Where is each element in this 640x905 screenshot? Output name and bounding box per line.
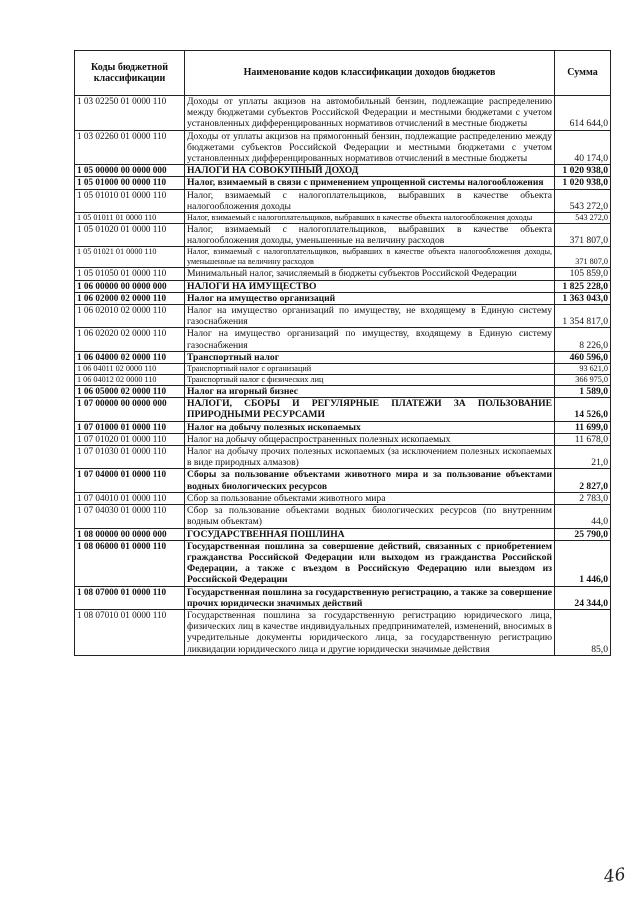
- row-code: 1 03 02250 01 0000 110: [75, 96, 185, 131]
- row-amount: 8 226,0: [555, 328, 611, 351]
- row-code: 1 05 00000 00 0000 000: [75, 165, 185, 177]
- table-row: [75, 505, 611, 528]
- row-code: 1 07 01020 01 0000 110: [75, 433, 185, 445]
- row-amount: 2 783,0: [555, 492, 611, 504]
- table-row: [75, 224, 611, 247]
- row-amount: 366 975,0: [555, 375, 611, 386]
- row-code: 1 06 02020 02 0000 110: [75, 328, 185, 351]
- table-row: [75, 189, 611, 212]
- table-row: [75, 446, 611, 469]
- row-code: 1 05 01021 01 0000 110: [75, 247, 185, 268]
- table-header-row: [75, 51, 611, 96]
- table-row: [75, 421, 611, 433]
- row-code: 1 07 01000 01 0000 110: [75, 421, 185, 433]
- row-code: 1 06 02010 02 0000 110: [75, 305, 185, 328]
- table-row: [75, 351, 611, 363]
- row-name: Сборы за пользование объектами животного мира и за пользование объектами водных биологических ресурсов: [185, 469, 555, 492]
- row-code: 1 07 04030 01 0000 110: [75, 505, 185, 528]
- table-row: [75, 375, 611, 386]
- row-name: Налог на имущество организаций по имуществу, не входящему в Единую систему газоснабжения: [185, 305, 555, 328]
- table-row: [75, 280, 611, 292]
- row-amount: 1 363 043,0: [555, 292, 611, 304]
- row-name: Налог на добычу полезных ископаемых: [185, 421, 555, 433]
- row-name: Налог, взимаемый с налогоплательщиков, выбравших в качестве объекта налогообложения доходы, уменьшенные на величину расходов: [185, 247, 555, 268]
- table-row: [75, 469, 611, 492]
- budget-table-page: [74, 50, 610, 656]
- row-amount: 371 807,0: [555, 247, 611, 268]
- row-name: Государственная пошлина за совершение действий, связанных с приобретением гражданства Российской Федерации или выходом из гражданства Российской Федерации, а также с въездом в Российскую Федерацию или выездом из Российской Федерации: [185, 540, 555, 586]
- page-number: 46: [602, 864, 627, 888]
- row-code: 1 06 05000 02 0000 110: [75, 386, 185, 398]
- row-code: 1 05 01000 00 0000 110: [75, 177, 185, 189]
- table-body: [75, 96, 611, 656]
- table-row: [75, 364, 611, 375]
- row-name: ГОСУДАРСТВЕННАЯ ПОШЛИНА: [185, 528, 555, 540]
- row-name: НАЛОГИ НА ИМУЩЕСТВО: [185, 280, 555, 292]
- table-row: [75, 398, 611, 421]
- row-amount: 105 859,0: [555, 268, 611, 280]
- row-name: Налог, взимаемый с налогоплательщиков, выбравших в качестве объекта налогообложения доходы: [185, 213, 555, 224]
- row-name: Сбор за пользование объектами животного мира: [185, 492, 555, 504]
- row-amount: 21,0: [555, 446, 611, 469]
- table-row: [75, 609, 611, 655]
- row-name: Налог на имущество организаций по имуществу, входящему в Единую систему газоснабжения: [185, 328, 555, 351]
- row-amount: 85,0: [555, 609, 611, 655]
- row-amount: 44,0: [555, 505, 611, 528]
- row-code: 1 08 07010 01 0000 110: [75, 609, 185, 655]
- row-code: 1 08 00000 00 0000 000: [75, 528, 185, 540]
- row-code: 1 05 01050 01 0000 110: [75, 268, 185, 280]
- table-row: [75, 165, 611, 177]
- row-amount: 24 344,0: [555, 586, 611, 609]
- row-name: Доходы от уплаты акцизов на прямогонный бензин, подлежащие распределению между бюджетами субъектов Российской Федерации и местными бюджетами с учетом установленных дифференцированных нормативов отчислений в местные бюджеты: [185, 130, 555, 165]
- table-row: [75, 213, 611, 224]
- row-name: Государственная пошлина за государственную регистрацию, а также за совершение прочих юридически значимых действий: [185, 586, 555, 609]
- table-row: [75, 386, 611, 398]
- row-amount: 2 827,0: [555, 469, 611, 492]
- table-row: [75, 177, 611, 189]
- row-name: Налог на имущество организаций: [185, 292, 555, 304]
- row-name: НАЛОГИ, СБОРЫ И РЕГУЛЯРНЫЕ ПЛАТЕЖИ ЗА ПОЛЬЗОВАНИЕ ПРИРОДНЫМИ РЕСУРСАМИ: [185, 398, 555, 421]
- row-code: 1 06 02000 02 0000 110: [75, 292, 185, 304]
- row-amount: 40 174,0: [555, 130, 611, 165]
- row-code: 1 03 02260 01 0000 110: [75, 130, 185, 165]
- row-code: 1 05 01010 01 0000 110: [75, 189, 185, 212]
- row-code: 1 07 00000 00 0000 000: [75, 398, 185, 421]
- table-row: [75, 328, 611, 351]
- table-row: [75, 586, 611, 609]
- row-code: 1 07 04010 01 0000 110: [75, 492, 185, 504]
- table-row: [75, 540, 611, 586]
- row-amount: 1 446,0: [555, 540, 611, 586]
- table-row: [75, 305, 611, 328]
- row-amount: 1 020 938,0: [555, 177, 611, 189]
- row-amount: 25 790,0: [555, 528, 611, 540]
- row-name: Государственная пошлина за государственную регистрацию юридического лица, физических лиц в качестве индивидуальных предпринимателей, изменений, вносимых в учредительные документы юридического лица, за государственную регистрацию ликвидации юридического лица и другие юридически значимые действия: [185, 609, 555, 655]
- budget-revenue-table: [74, 50, 611, 656]
- row-amount: 1 020 938,0: [555, 165, 611, 177]
- row-amount: 1 825 228,0: [555, 280, 611, 292]
- row-code: 1 06 04011 02 0000 110: [75, 364, 185, 375]
- row-amount: 11 699,0: [555, 421, 611, 433]
- table-row: [75, 268, 611, 280]
- table-row: [75, 492, 611, 504]
- header-code: Коды бюджетной классификации: [75, 51, 185, 96]
- row-amount: 11 678,0: [555, 433, 611, 445]
- row-name: Транспортный налог: [185, 351, 555, 363]
- table-row: [75, 96, 611, 131]
- table-row: [75, 528, 611, 540]
- row-code: 1 06 04012 02 0000 110: [75, 375, 185, 386]
- row-amount: 543 272,0: [555, 213, 611, 224]
- table-row: [75, 130, 611, 165]
- table-row: [75, 247, 611, 268]
- row-name: Транспортный налог с организаций: [185, 364, 555, 375]
- row-name: Налог, взимаемый с налогоплательщиков, выбравших в качестве объекта налогообложения доходы: [185, 189, 555, 212]
- row-name: Транспортный налог с физических лиц: [185, 375, 555, 386]
- row-name: Налог на игорный бизнес: [185, 386, 555, 398]
- row-name: Налог, взимаемый с налогоплательщиков, выбравших в качестве объекта налогообложения доходы, уменьшенные на величину расходов: [185, 224, 555, 247]
- row-code: 1 08 07000 01 0000 110: [75, 586, 185, 609]
- table-row: [75, 292, 611, 304]
- row-code: 1 06 04000 02 0000 110: [75, 351, 185, 363]
- row-amount: 543 272,0: [555, 189, 611, 212]
- row-name: Сбор за пользование объектами водных биологических ресурсов (по внутренним водным объектам): [185, 505, 555, 528]
- row-name: Доходы от уплаты акцизов на автомобильный бензин, подлежащие распределению между бюджетами субъектов Российской Федерации и местными бюджетами с учетом установленных дифференцированных нормативов отчислений в местные бюджеты: [185, 96, 555, 131]
- header-sum: Сумма: [555, 51, 611, 96]
- row-code: 1 05 01020 01 0000 110: [75, 224, 185, 247]
- row-amount: 1 589,0: [555, 386, 611, 398]
- row-code: 1 05 01011 01 0000 110: [75, 213, 185, 224]
- row-code: 1 07 04000 01 0000 110: [75, 469, 185, 492]
- row-code: 1 07 01030 01 0000 110: [75, 446, 185, 469]
- row-name: Минимальный налог, зачисляемый в бюджеты субъектов Российской Федерации: [185, 268, 555, 280]
- row-amount: 371 807,0: [555, 224, 611, 247]
- row-name: Налог, взимаемый в связи с применением упрощенной системы налогообложения: [185, 177, 555, 189]
- row-amount: 1 354 817,0: [555, 305, 611, 328]
- table-row: [75, 433, 611, 445]
- row-amount: 14 526,0: [555, 398, 611, 421]
- row-amount: 93 621,0: [555, 364, 611, 375]
- row-amount: 460 596,0: [555, 351, 611, 363]
- row-name: НАЛОГИ НА СОВОКУПНЫЙ ДОХОД: [185, 165, 555, 177]
- row-amount: 614 644,0: [555, 96, 611, 131]
- header-name: Наименование кодов классификации доходов бюджетов: [185, 51, 555, 96]
- row-name: Налог на добычу общераспространенных полезных ископаемых: [185, 433, 555, 445]
- row-name: Налог на добычу прочих полезных ископаемых (за исключением полезных ископаемых в виде природных алмазов): [185, 446, 555, 469]
- row-code: 1 08 06000 01 0000 110: [75, 540, 185, 586]
- row-code: 1 06 00000 00 0000 000: [75, 280, 185, 292]
